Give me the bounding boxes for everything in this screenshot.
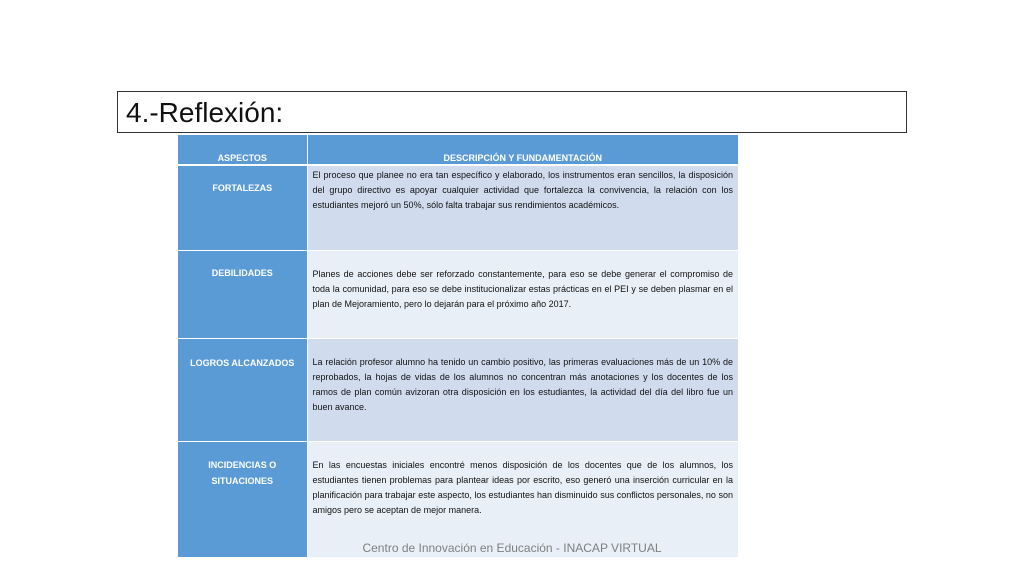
aspect-cell-debilidades: DEBILIDADES <box>178 251 307 339</box>
aspect-cell-fortalezas: FORTALEZAS <box>178 165 307 251</box>
title-box <box>117 91 907 133</box>
header-description: DESCRIPCIÓN Y FUNDAMENTACIÓN <box>307 135 738 165</box>
description-cell-logros: La relación profesor alumno ha tenido un cambio positivo, las primeras evaluaciones más de un 10% de reprobados, la hojas de vidas de los alumnos no concentran más anotaciones y los docentes de los ramos de plan común avizoran otra disposición en los estudiantes, la actividad del día del libro fue un buen avance. <box>307 339 738 442</box>
header-aspects: ASPECTOS <box>178 135 307 165</box>
table-row <box>178 339 738 442</box>
table-row <box>178 165 738 251</box>
description-cell-debilidades: Planes de acciones debe ser reforzado constantemente, para eso se debe generar el compromiso de toda la comunidad, para eso se debe institucionalizar estas prácticas en el PEI y se deben plasmar en el plan de Mejoramiento, pero lo dejarán para el próximo año 2017. <box>307 251 738 339</box>
table-header-row <box>178 135 738 165</box>
table-row <box>178 251 738 339</box>
slide-title: 4.-Reflexión: <box>126 97 284 128</box>
slide-footer: Centro de Innovación en Educación - INACAP VIRTUAL <box>362 541 662 555</box>
description-cell-fortalezas: El proceso que planee no era tan específico y elaborado, los instrumentos eran sencillos, la disposición del grupo directivo es apoyar cualquier actividad que fortalezca la convivencia, la relación con los estudiantes mejoró un 50%, sólo falta trabajar sus rendimientos académicos. <box>307 165 738 251</box>
aspect-cell-incidencias: INCIDENCIAS O SITUACIONES <box>178 442 307 558</box>
description-cell-incidencias: En las encuestas iniciales encontré menos disposición de los docentes que de los alumnos, los estudiantes tienen problemas para plantear ideas por escrito, eso generó una inserción curricular en la planificación para trabajar este aspecto, los estudiantes han disminuido sus conflictos personales, no son amigos pero se aceptan de mejor manera. <box>307 442 738 558</box>
reflection-table <box>178 135 738 558</box>
aspect-cell-logros: LOGROS ALCANZADOS <box>178 339 307 442</box>
